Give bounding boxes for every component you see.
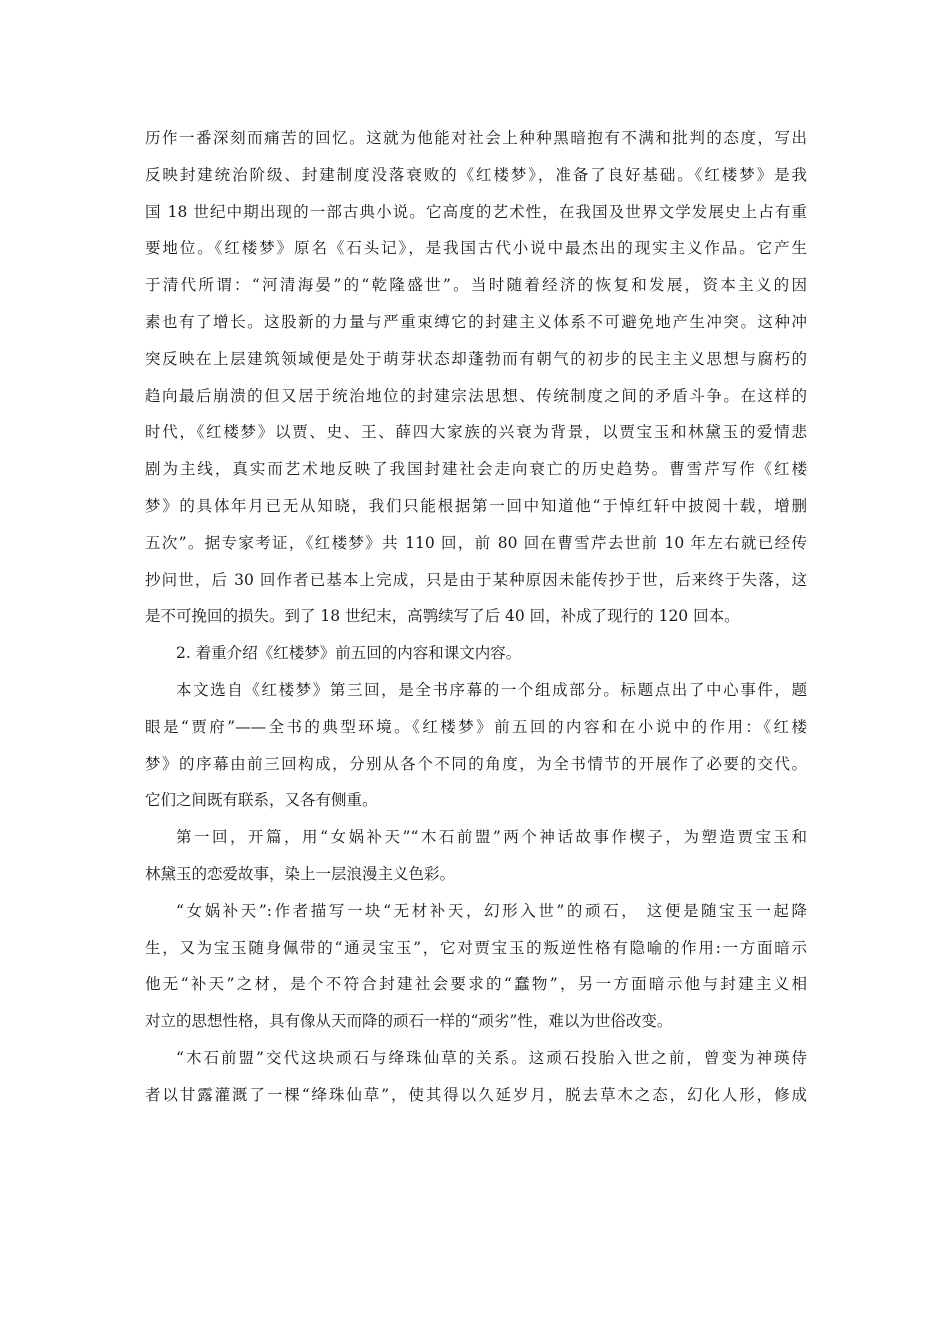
text-line: 他无“补天”之材，是个不符合封建社会要求的“蠢物”，另一方面暗示他与封建主义相 — [145, 975, 807, 994]
text-line: 是不可挽回的损失。到了 18 世纪末，高鹗续写了后 40 回，补成了现行的 120 回本。 — [145, 607, 740, 626]
text-line: 林黛玉的恋爱故事，染上一层浪漫主义色彩。 — [145, 864, 456, 883]
text-line: 剧为主线，真实而艺术地反映了我国封建社会走向衰亡的历史趋势。曹雪芹写作《红楼 — [145, 460, 807, 479]
text-line: 它们之间既有联系，又各有侧重。 — [145, 791, 378, 810]
text-line: 历作一番深刻而痛苦的回忆。这就为他能对社会上种种黑暗抱有不满和批判的态度，写出 — [145, 129, 807, 147]
body-text — [145, 120, 807, 1114]
text-line: 抄问世，后 30 回作者已基本上完成，只是由于某种原因未能传抄于世，后来终于失落，这 — [145, 570, 807, 589]
text-line: 2. 着重介绍《红楼梦》前五回的内容和课文内容。 — [176, 644, 522, 663]
text-line: “女娲补天”:作者描写一块“无材补天，幻形入世”的顽石， 这便是随宝玉一起降 — [176, 901, 807, 920]
text-line: 于清代所谓：“河清海晏”的“乾隆盛世”。当时随着经济的恢复和发展，资本主义的因 — [145, 276, 807, 295]
text-line: 素也有了增长。这股新的力量与严重束缚它的封建主义体系不可避免地产生冲突。这种冲 — [145, 312, 807, 331]
text-line: 时代，《红楼梦》以贾、史、王、薛四大家族的兴衰为背景，以贾宝玉和林黛玉的爱情悲 — [145, 423, 807, 442]
text-line: 本文选自《红楼梦》第三回，是全书序幕的一个组成部分。标题点出了中心事件，题 — [176, 680, 807, 699]
text-line: 眼是“贾府”——全书的典型环境。《红楼梦》前五回的内容和在小说中的作用：《红楼 — [145, 717, 807, 736]
text-line: 者以甘露灌溉了一棵“绛珠仙草”，使其得以久延岁月，脱去草木之态，幻化人形，修成 — [145, 1085, 807, 1104]
text-line: 梦》的具体年月已无从知晓，我们只能根据第一回中知道他“于悼红轩中披阅十载，增删 — [145, 496, 807, 515]
text-line: 反映封建统治阶级、封建制度没落衰败的《红楼梦》，准备了良好基础。《红楼梦》是我 — [145, 165, 807, 184]
text-line: 五次”。据专家考证，《红楼梦》共 110 回，前 80 回在曹雪芹去世前 10 年左右就已经传 — [145, 533, 807, 552]
text-line: 要地位。《红楼梦》原名《石头记》，是我国古代小说中最杰出的现实主义作品。它产生 — [145, 239, 807, 258]
text-line: 对立的思想性格，具有像从天而降的顽石一样的“顽劣”性，难以为世俗改变。 — [145, 1012, 673, 1031]
text-line: 国 18 世纪中期出现的一部古典小说。它高度的艺术性，在我国及世界文学发展史上占有重 — [145, 202, 807, 221]
text-line: 梦》的序幕由前三回构成，分别从各个不同的角度，为全书情节的开展作了必要的交代。 — [145, 754, 807, 773]
text-line: 突反映在上层建筑领域便是处于萌芽状态却蓬勃而有朝气的初步的民主主义思想与腐朽的 — [145, 349, 807, 368]
text-line: 生，又为宝玉随身佩带的“通灵宝玉”，它对贾宝玉的叛逆性格有隐喻的作用:一方面暗示 — [145, 938, 807, 957]
text-line: “木石前盟”交代这块顽石与绛珠仙草的关系。这顽石投胎入世之前，曾变为神瑛侍 — [176, 1048, 807, 1067]
text-line: 趋向最后崩溃的但又居于统治地位的封建宗法思想、传统制度之间的矛盾斗争。在这样的 — [145, 386, 807, 405]
text-line: 第一回，开篇，用“女娲补天”“木石前盟”两个神话故事作楔子，为塑造贾宝玉和 — [176, 828, 807, 847]
